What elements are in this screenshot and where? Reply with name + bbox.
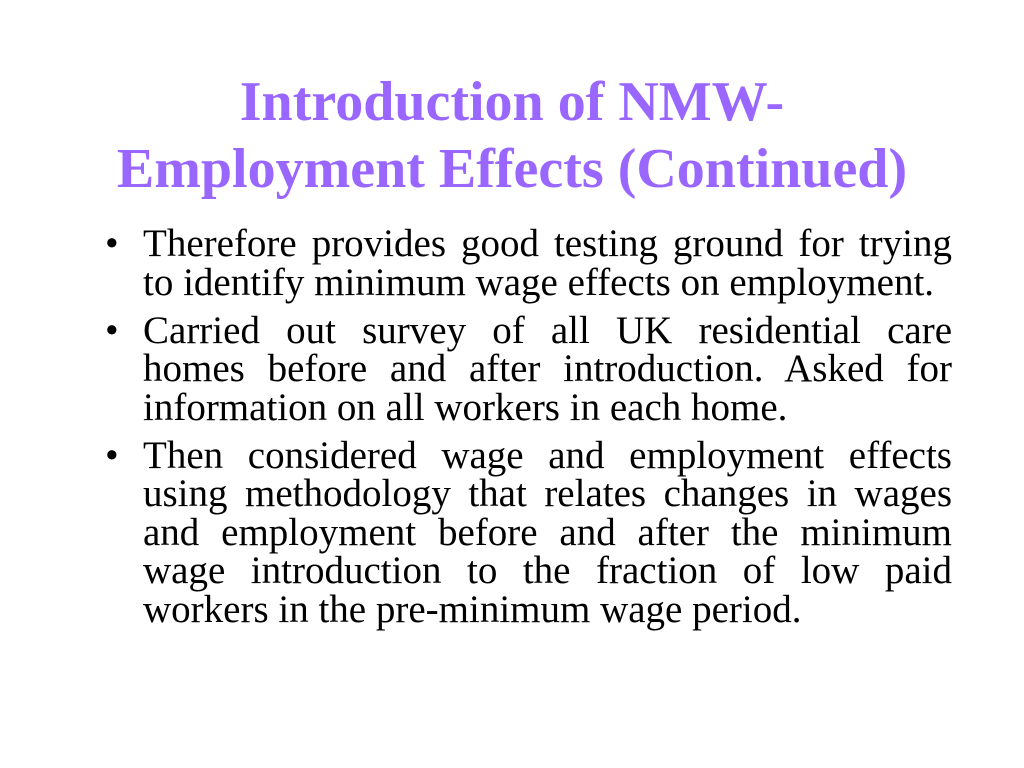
bullet-text [143,222,952,304]
bullet-item [0,308,1024,429]
slide-title [0,69,1024,203]
bullet-text-line: to identify minimum wage effects on employment. [143,260,935,304]
bullet-marker: • [105,222,119,265]
bullet-text [143,308,952,429]
bullet-list [0,222,1024,639]
bullet-text-line: and employment before and after the minimum [143,510,952,554]
slide-title-line-1: Introduction of NMW- [239,71,785,133]
slide-title-line-2: Employment Effects (Continued) [116,138,908,200]
bullet-text-line: Then considered wage and employment effects [143,433,952,477]
bullet-text-line: homes before and after introduction. Asked for [143,347,952,390]
bullet-marker: • [105,433,119,477]
bullet-item [0,222,1024,304]
bullet-marker: • [105,308,119,352]
bullet-text-line: workers in the pre-minimum wage period. [143,587,802,631]
bullet-text-line: wage introduction to the fraction of low paid [143,549,952,592]
bullet-text-line: Therefore provides good testing ground for trying [143,222,952,265]
bullet-text [143,433,952,631]
bullet-text-line: using methodology that relates changes in wages [143,472,952,515]
bullet-text-line: information on all workers in each home. [143,385,788,429]
bullet-item [0,433,1024,631]
bullet-text-line: Carried out survey of all UK residential care [143,308,952,352]
